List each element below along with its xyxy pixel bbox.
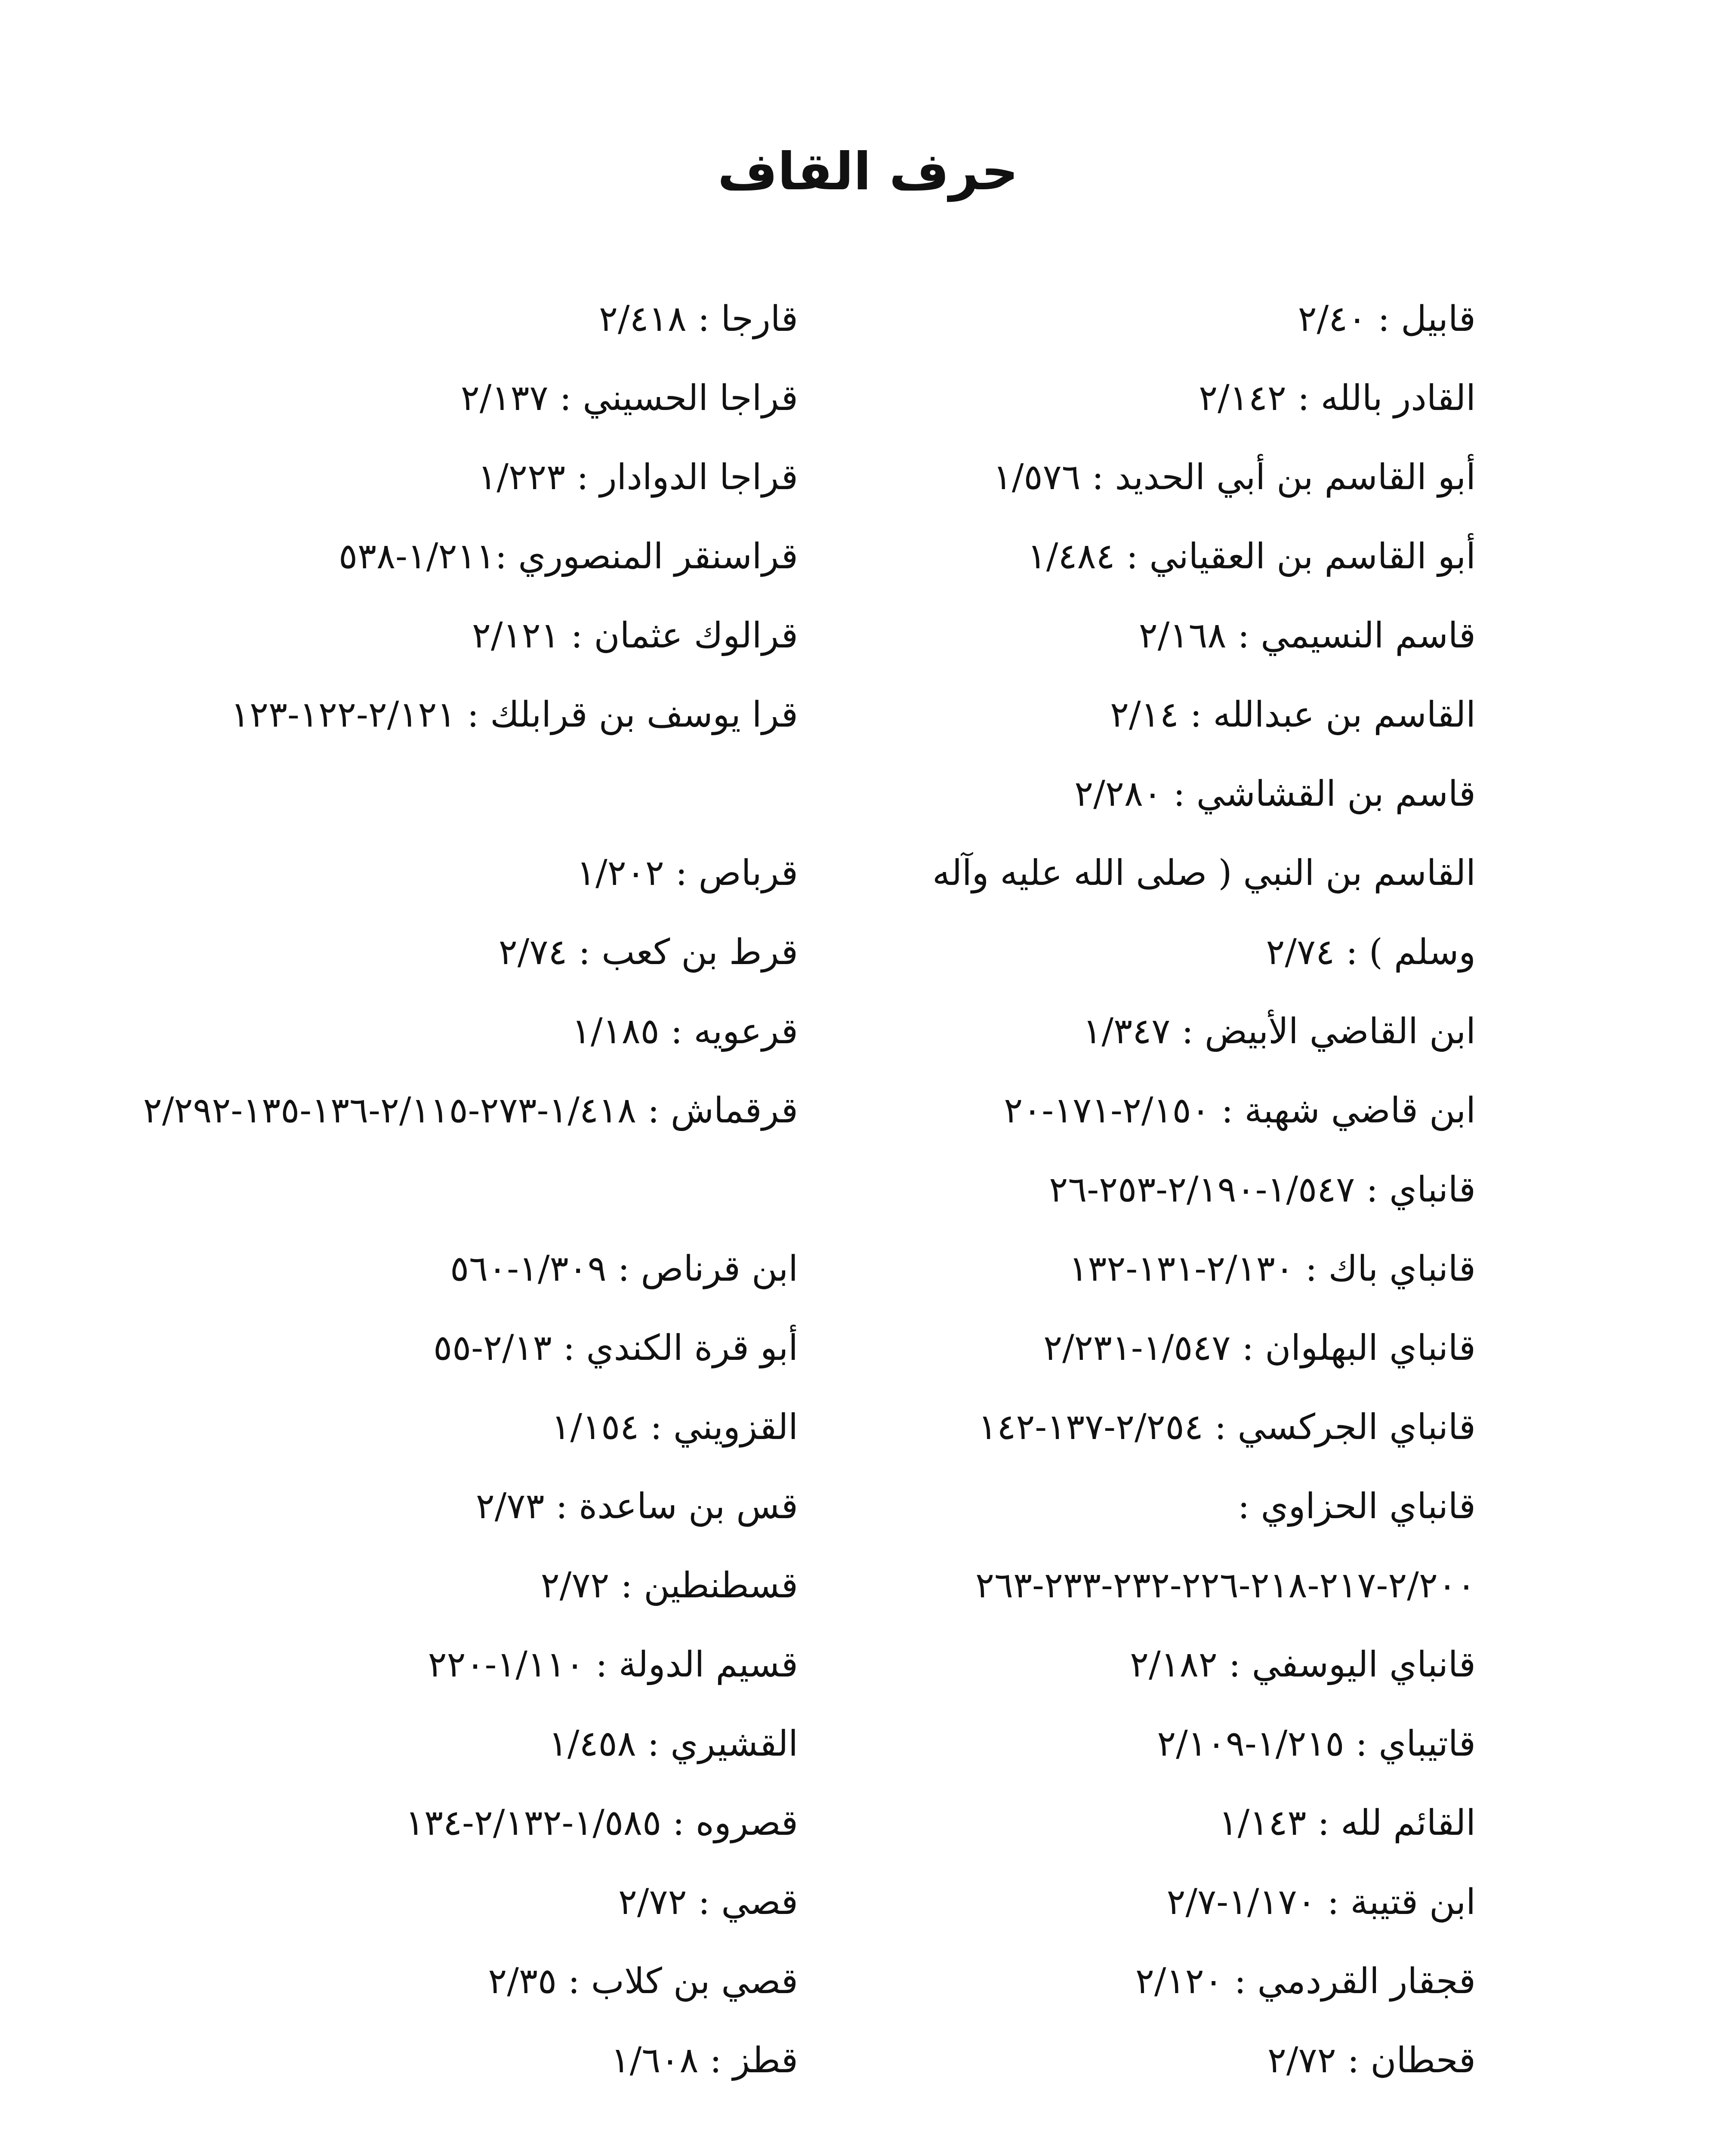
index-entry: ابن قتيبة : ١/١٧٠-٢/٧ <box>1166 1882 1476 1923</box>
index-entry: أبو القاسم بن العقياني : ١/٤٨٤ <box>1027 536 1476 577</box>
index-entry: قطز : ١/٦٠٨ <box>611 2040 798 2081</box>
index-entry: قرط بن كعب : ٢/٧٤ <box>498 932 798 973</box>
index-entry: قراجا الدوادار : ١/٢٢٣ <box>478 457 798 498</box>
index-entry: القشيري : ١/٤٥٨ <box>548 1723 798 1764</box>
index-entry: قصي بن كلاب : ٢/٣٥ <box>488 1961 798 2002</box>
index-entry: ابن قرناص : ١/٣٠٩-٥٦٠ <box>450 1248 798 1289</box>
index-entry: القاسم بن النبي ( صلى الله عليه وآله وسلم ) : ٢/٧٤ <box>932 853 1476 973</box>
index-entry: قانباي الحزاوي : ٢/٢٠٠-٢١٧-٢١٨-٢٢٦-٢٣٢-٢٣٣-٢٦٣ <box>975 1486 1476 1606</box>
index-entry: قانباي : ١/٥٤٧-٢/١٩٠-٢٥٣-٢٦ <box>1049 1169 1476 1210</box>
page-title: حرف القاف <box>717 142 1019 202</box>
index-entry: قرا يوسف بن قرابلك : ٢/١٢١-١٢٢-١٢٣ <box>230 694 798 735</box>
index-entry: قصي : ٢/٧٢ <box>618 1882 798 1923</box>
index-entry: قانباي باك : ٢/١٣٠-١٣١-١٣٢ <box>1069 1248 1476 1289</box>
index-entry: قارجا : ٢/٤١٨ <box>598 299 798 339</box>
index-entry: قانباي الجركسي : ٢/٢٥٤-١٣٧-١٤٢ <box>978 1407 1476 1448</box>
index-column-left <box>45 280 798 2100</box>
index-entry: قصروه : ١/٥٨٥-٢/١٣٢-١٣٤ <box>405 1803 798 1843</box>
index-entry: القزويني : ١/١٥٤ <box>551 1407 798 1448</box>
index-entry: قرالوك عثمان : ٢/١٢١ <box>472 615 798 656</box>
index-entry: قانباي البهلوان : ١/٥٤٧-٢/٢٣١ <box>1043 1328 1476 1368</box>
index-entry: قسيم الدولة : ١/١١٠-٢٢٠ <box>428 1644 798 1685</box>
index-entry: قرقماش : ١/٤١٨-٢٧٣-٢/١١٥-١٣٦-١٣٥-٢/٢٩٢ <box>143 1090 798 1131</box>
index-entry: قاتيباي : ١/٢١٥-٢/١٠٩ <box>1157 1723 1476 1764</box>
index-entry: القاسم بن عبدالله : ٢/١٤ <box>1110 694 1476 735</box>
index-column-right <box>865 280 1476 2100</box>
index-entry: قراجا الحسيني : ٢/١٣٧ <box>460 378 798 419</box>
index-entry: القادر بالله : ٢/١٤٢ <box>1199 378 1476 419</box>
index-entry: قرباص : ١/٢٠٢ <box>577 853 798 894</box>
index-entry: ابن القاضي الأبيض : ١/٣٤٧ <box>1082 1011 1476 1052</box>
index-entry: قاسم النسيمي : ٢/١٦٨ <box>1138 615 1476 656</box>
index-entry: ابن قاضي شهبة : ٢/١٥٠-١٧١-٢٠ <box>1004 1090 1476 1131</box>
index-entry: أبو قرة الكندي : ٢/١٣-٥٥ <box>433 1328 798 1368</box>
index-entry: قابيل : ٢/٤٠ <box>1298 299 1476 339</box>
index-entry: قجقار القردمي : ٢/١٢٠ <box>1135 1961 1476 2002</box>
index-entry: قسطنطين : ٢/٧٢ <box>540 1565 798 1606</box>
index-entry: أبو القاسم بن أبي الحديد : ١/٥٧٦ <box>993 457 1476 498</box>
index-entry: قاسم بن القشاشي : ٢/٢٨٠ <box>1074 773 1476 814</box>
index-entry: القائم لله : ١/١٤٣ <box>1218 1803 1476 1843</box>
index-entry: قانباي اليوسفي : ٢/١٨٢ <box>1130 1644 1476 1685</box>
index-entry: قس بن ساعدة : ٢/٧٣ <box>475 1486 798 1527</box>
index-entry: قرعويه : ١/١٨٥ <box>571 1011 798 1052</box>
index-entry: قحطان : ٢/٧٢ <box>1267 2040 1476 2081</box>
index-entry: قراسنقر المنصوري :١/٢١١-٥٣٨ <box>339 536 798 577</box>
